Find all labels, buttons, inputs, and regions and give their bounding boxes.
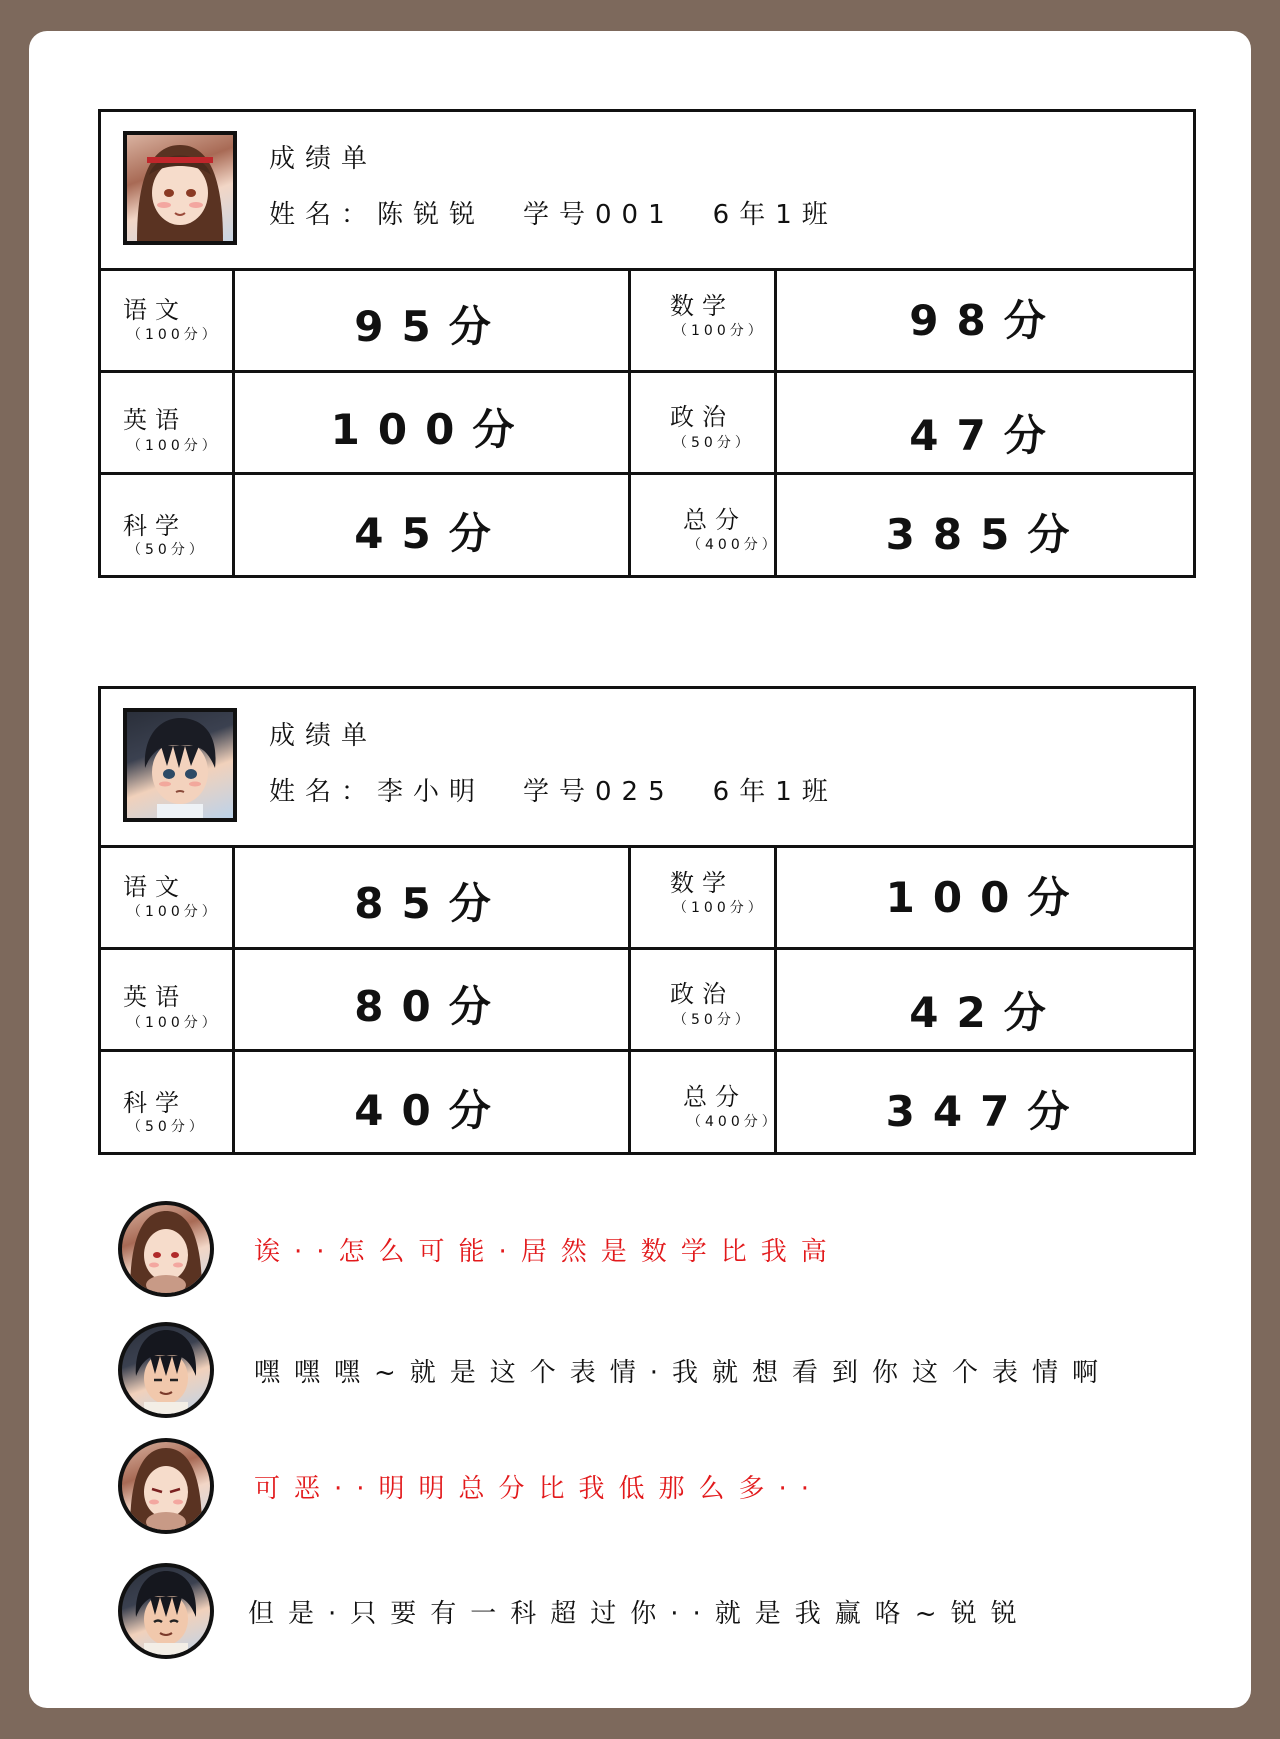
subject-score: 100分	[330, 405, 533, 454]
report-title: 成绩单	[269, 721, 378, 751]
subject-max: （100分）	[673, 900, 766, 916]
subject-label: 语文	[123, 296, 187, 324]
subject-score: 100分	[885, 873, 1088, 922]
subject-max: （400分）	[687, 537, 780, 553]
dialogue-line	[118, 1322, 1218, 1418]
subject-label: 英语	[123, 406, 187, 434]
subject-label: 数学	[670, 292, 734, 320]
student-number: 学号025	[523, 777, 675, 807]
subject-label: 语文	[123, 873, 187, 901]
dialogue-text: 嘿嘿嘿~就是这个表情·我就想看到你这个表情啊	[254, 1358, 1113, 1388]
dialogue-line	[118, 1438, 1218, 1534]
dialogue-text: 但是·只要有一科超过你··就是我赢咯~锐锐	[248, 1599, 1031, 1629]
girl-avatar	[123, 131, 237, 245]
boy-avatar	[123, 708, 237, 822]
subject-max: （100分）	[127, 1015, 220, 1031]
subject-max: （400分）	[687, 1114, 780, 1130]
subject-score: 47分	[909, 411, 1064, 460]
subject-score: 80分	[354, 982, 509, 1031]
subject-label: 数学	[670, 869, 734, 897]
dialogue-text: 可恶··明明总分比我低那么多··	[254, 1474, 824, 1504]
subject-max: （100分）	[127, 904, 220, 920]
subject-max: （100分）	[127, 327, 220, 343]
student-class: 6年1班	[712, 200, 838, 230]
score-grid	[101, 845, 1193, 1152]
subject-score: 40分	[354, 1086, 509, 1135]
report-header	[101, 112, 1193, 271]
subject-score: 347分	[885, 1087, 1088, 1136]
boy-avatar	[118, 1322, 214, 1418]
subject-label: 总分	[683, 506, 747, 534]
report-title: 成绩单	[269, 144, 378, 174]
girl-avatar	[118, 1201, 214, 1297]
student-name: 姓名：李小明	[269, 777, 486, 807]
subject-score: 42分	[909, 988, 1064, 1037]
student-info	[269, 771, 876, 808]
dialogue-line	[118, 1563, 1218, 1659]
report-card-1	[98, 109, 1196, 578]
subject-label: 科学	[123, 1089, 187, 1117]
subject-max: （50分）	[673, 435, 753, 451]
subject-score: 95分	[354, 302, 509, 351]
student-info	[269, 194, 876, 231]
boy-avatar	[118, 1563, 214, 1659]
dialogue-text: 诶··怎么可能·居然是数学比我高	[254, 1237, 841, 1267]
subject-label: 政治	[670, 980, 734, 1008]
subject-max: （50分）	[127, 1119, 207, 1135]
subject-max: （100分）	[127, 438, 220, 454]
student-number: 学号001	[523, 200, 675, 230]
subject-max: （50分）	[127, 542, 207, 558]
subject-max: （50分）	[673, 1012, 753, 1028]
girl-avatar	[118, 1438, 214, 1534]
report-header	[101, 689, 1193, 848]
subject-label: 政治	[670, 403, 734, 431]
subject-score: 385分	[885, 510, 1088, 559]
report-card-2	[98, 686, 1196, 1155]
dialogue-line	[118, 1201, 1218, 1297]
subject-max: （100分）	[673, 323, 766, 339]
student-class: 6年1班	[712, 777, 838, 807]
subject-score: 45分	[354, 509, 509, 558]
student-name: 姓名：陈锐锐	[269, 200, 486, 230]
subject-label: 科学	[123, 512, 187, 540]
subject-label: 总分	[683, 1083, 747, 1111]
subject-label: 英语	[123, 983, 187, 1011]
score-grid	[101, 268, 1193, 575]
subject-score: 98分	[909, 296, 1064, 345]
subject-score: 85分	[354, 879, 509, 928]
